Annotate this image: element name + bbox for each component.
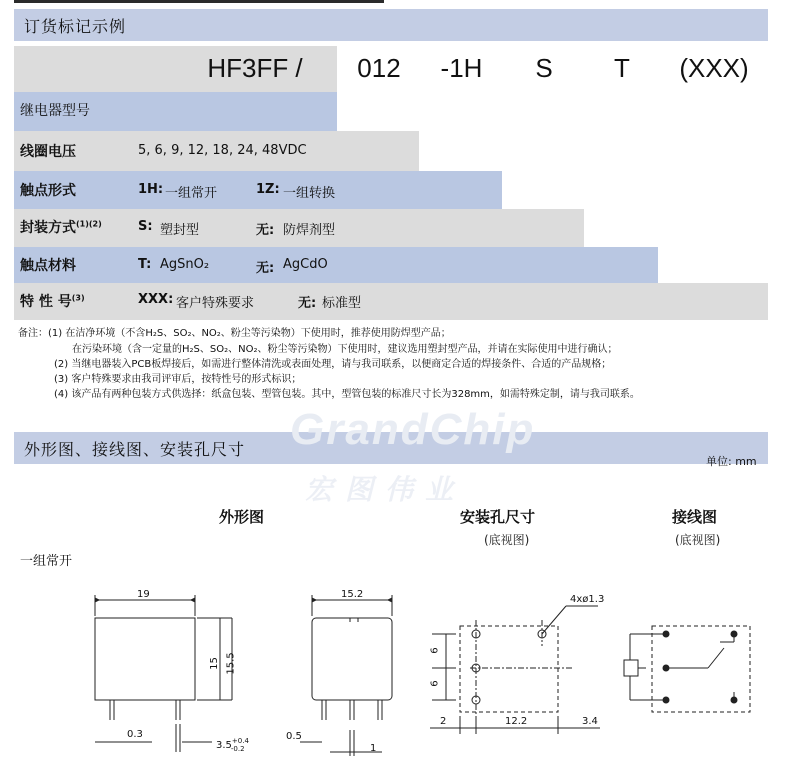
dim-1: 1 — [370, 743, 377, 754]
code-contact: -1H — [440, 53, 483, 83]
dim-122: 12.2 — [505, 716, 528, 727]
note-3: (3) 客户特殊要求由我司评审后，按特性号的形式标识； — [54, 374, 302, 385]
wiring-subtitle: (底视图) — [675, 533, 721, 547]
row-contact-material — [14, 247, 658, 283]
code-none-material: 无: — [256, 261, 275, 276]
variant-label: 一组常开 — [20, 554, 73, 569]
label-package-sup: (1)(2) — [76, 219, 102, 229]
drawings-svg — [0, 580, 790, 776]
code-xxx: XXX: — [138, 292, 174, 307]
note-1: 备注：(1) 在洁净环境（不含H₂S、SO₂、NO₂、粉尘等污染物）下使用时，推荐使用防焊型产品； — [18, 328, 451, 339]
value-xxx: 客户特殊要求 — [176, 296, 255, 311]
code-material: T — [614, 53, 630, 83]
wiring-title: 接线图 — [672, 508, 718, 526]
code-1h: 1H: — [138, 182, 164, 197]
row-special — [14, 283, 768, 320]
label-special-sup: (3) — [71, 293, 85, 303]
dim-6a: 6 — [429, 647, 441, 654]
value-voltage: 5, 6, 9, 12, 18, 24, 48VDC — [138, 143, 307, 158]
dim-h-15: 15 — [208, 657, 220, 670]
value-none-material: AgCdO — [283, 257, 328, 272]
label-package-text: 封装方式 — [20, 220, 76, 236]
dim-2: 2 — [440, 716, 447, 727]
label-voltage: 线圈电压 — [20, 144, 76, 160]
code-model: HF3FF / — [207, 53, 303, 83]
dim-width-19: 19 — [137, 589, 150, 600]
watermark-logo-en: GrandChip — [290, 405, 536, 454]
label-material: 触点材料 — [20, 258, 76, 274]
value-none-package: 防焊剂型 — [283, 223, 336, 238]
code-none-package: 无: — [256, 223, 275, 238]
code-s: S: — [138, 219, 153, 234]
blank-3 — [586, 92, 658, 247]
label-contact-form: 触点形式 — [20, 183, 76, 199]
value-1z: 一组转换 — [283, 186, 336, 201]
note-4: (4) 该产品有两种包装方式供选择：纸盒包装、型管包装。其中，型管包装的标准尺寸长为328mm，如需特殊定制，请与我司联系。 — [54, 389, 640, 400]
label-special — [20, 291, 85, 311]
mounting-holes-view — [430, 606, 600, 734]
outline-title: 外形图 — [219, 508, 265, 526]
order-section-header — [14, 9, 768, 41]
value-t: AgSnO₂ — [160, 257, 210, 272]
dim-05: 0.5 — [286, 731, 302, 742]
dims-section-title: 外形图、接线图、安装孔尺寸 — [24, 440, 246, 459]
code-special: (XXX) — [679, 53, 749, 83]
label-model: 继电器型号 — [20, 103, 90, 119]
unit-label: 单位: mm — [706, 455, 757, 468]
relay-side-view — [95, 595, 232, 752]
watermark-logo-cn: 宏图伟业 — [305, 473, 466, 506]
dim-35-val: 3.5 — [216, 740, 232, 751]
blank-4 — [660, 92, 768, 283]
value-1h: 一组常开 — [165, 186, 218, 201]
holes-subtitle: (底视图) — [484, 533, 530, 547]
dim-6b: 6 — [429, 680, 441, 687]
note-1b: 在污染环境（含一定量的H₂S、SO₂、NO₂、粉尘等污染物）下使用时，建议选用塑封型产品，并请在实际使用中进行确认； — [72, 344, 618, 355]
label-package — [20, 217, 102, 237]
dim-width-152: 15.2 — [341, 589, 364, 600]
code-voltage: 012 — [357, 53, 401, 83]
relay-front-view — [300, 595, 392, 756]
value-s: 塑封型 — [160, 223, 200, 238]
code-1z: 1Z: — [256, 182, 280, 197]
note-2: (2) 当继电器装入PCB板焊接后，如需进行整体清洗或表面处理，请与我司联系，以便商定合适的焊接条件、合适的产品规格； — [54, 359, 612, 370]
dim-03: 0.3 — [127, 729, 143, 740]
dim-holes: 4xø1.3 — [570, 594, 605, 605]
holes-title: 安装孔尺寸 — [460, 508, 536, 526]
code-package: S — [535, 53, 553, 83]
code-none-special: 无: — [298, 296, 317, 311]
blank-1 — [421, 92, 502, 171]
value-none-special: 标准型 — [322, 296, 362, 311]
label-special-text: 特 性 号 — [20, 294, 72, 310]
order-section-title: 订货标记示例 — [24, 17, 127, 36]
top-divider — [14, 0, 384, 3]
dim-h-155: 15.5 — [225, 652, 237, 675]
dim-35-tol-dn: -0.2 — [230, 745, 245, 753]
dim-35 — [216, 737, 263, 753]
blank-2 — [504, 92, 584, 209]
code-t: T: — [138, 257, 152, 272]
dim-34: 3.4 — [582, 716, 598, 727]
wiring-diagram — [624, 626, 750, 712]
dim-35-tol-up: +0.4 — [231, 737, 249, 745]
